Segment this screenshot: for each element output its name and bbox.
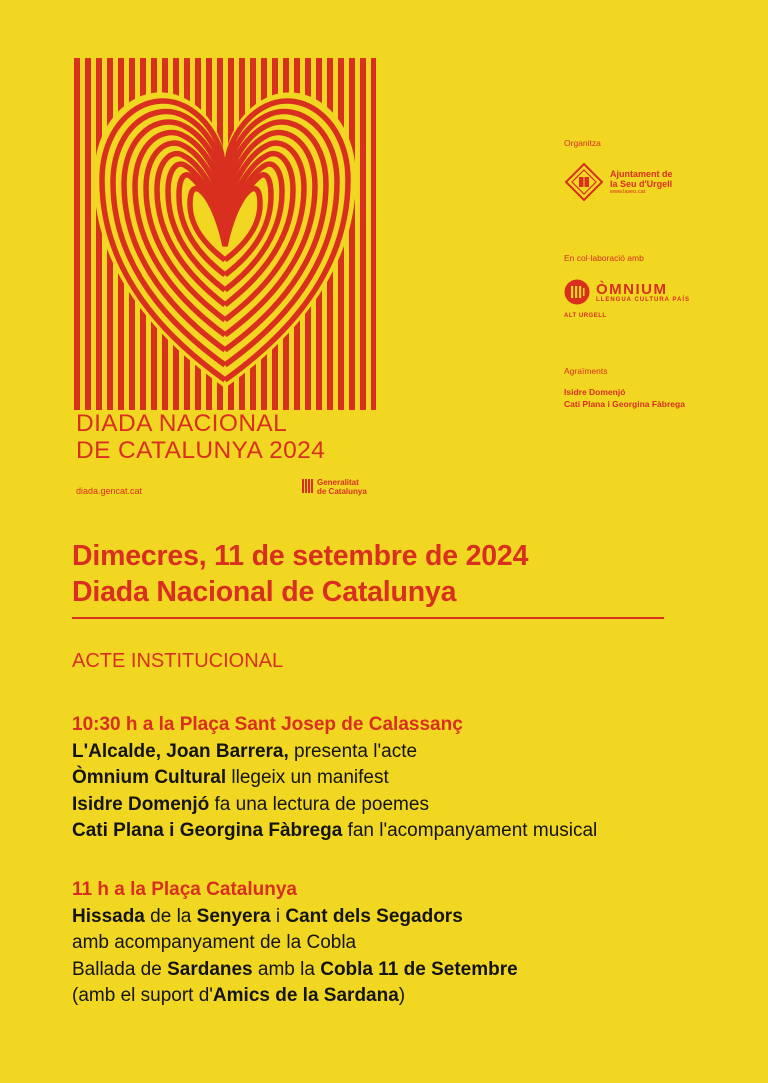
block2-line3-d: Cobla 11 de Setembre: [320, 958, 518, 980]
thanks-line2: Cati Plana i Georgina Fàbrega: [564, 399, 685, 409]
striped-heart-icon: [74, 58, 376, 410]
organitza-section: [564, 138, 673, 202]
generalitat-logo: [302, 478, 367, 496]
poster-artwork: [74, 58, 376, 502]
omnium-name: ÒMNIUM: [596, 280, 668, 298]
thanks-label: Agraïments: [564, 366, 608, 376]
organizer-url: www.laseu.cat: [610, 189, 646, 195]
block2-line3-c: amb la: [252, 958, 321, 980]
block2-line1-e: Cant dels Segadors: [285, 905, 463, 927]
section-title: ACTE INSTITUCIONAL: [72, 650, 284, 672]
poster-title-line1: DIADA NACIONAL: [76, 410, 325, 437]
omnium-logo: [564, 279, 690, 305]
block2-line1-d: i: [270, 905, 286, 927]
block2-line3-a: Ballada de: [72, 958, 168, 980]
poster-url: diada.gencat.cat: [76, 486, 143, 496]
block2-line3: [72, 957, 518, 984]
generalitat-logo-line1: Generalitat: [317, 478, 359, 487]
block1-heading: 10:30 h a la Plaça Sant Josep de Calassanç: [72, 714, 463, 735]
block1-line4: [72, 818, 597, 845]
block2-line2: amb acompanyament de la Cobla: [72, 932, 357, 953]
block1-line4-bold: Cati Plana i Georgina Fàbrega: [72, 820, 343, 841]
block2-line1-a: Hissada: [72, 905, 145, 927]
thanks-section: [564, 366, 685, 410]
block1-line1-rest: presenta l'acte: [288, 740, 418, 762]
block2-line4-c: ): [398, 985, 406, 1006]
omnium-sub: LLENGUA CULTURA PAÍS: [596, 296, 690, 303]
schedule-block-1: [72, 712, 597, 845]
block1-line2: [72, 765, 597, 792]
date-line: Dimecres, 11 de setembre de 2024: [72, 540, 529, 572]
block2-line1-b: de la: [144, 905, 197, 927]
organitza-label: Organitza: [564, 138, 601, 148]
headline: [72, 538, 528, 610]
omnium-circle-icon: [564, 279, 590, 305]
block1-line3: [72, 792, 597, 819]
block2-line4-a: (amb el suport d': [72, 985, 213, 1006]
block1-line1: [72, 739, 597, 766]
event-line: Diada Nacional de Catalunya: [72, 576, 457, 608]
city-crest-icon: [564, 162, 604, 202]
poster-title-line2: DE CATALUNYA 2024: [76, 437, 326, 464]
block2-line1-c: Senyera: [196, 905, 271, 927]
block1-line3-bold: Isidre Domenjó: [72, 793, 210, 815]
block2-line1: [72, 904, 518, 931]
collab-label: En col·laboració amb: [564, 253, 644, 263]
block2-line4-b: Amics de la Sardana: [212, 985, 399, 1006]
thanks-line1: Isidre Domenjó: [564, 387, 626, 397]
omnium-region: ALT URGELL: [564, 313, 607, 319]
collaboration-section: [564, 253, 690, 319]
organizer-line2: la Seu d'Urgell: [610, 179, 673, 189]
block2-line4: [72, 983, 518, 1010]
organizer-line1: Ajuntament de: [610, 169, 673, 179]
divider: [72, 617, 664, 619]
poster-title: [76, 410, 329, 464]
block1-line1-bold: L'Alcalde, Joan Barrera,: [72, 740, 289, 762]
block1-line2-bold: Òmnium Cultural: [72, 767, 227, 788]
block2-line3-b: Sardanes: [167, 958, 253, 980]
schedule-block-2: [72, 877, 518, 1010]
organizer-logo: [564, 162, 673, 202]
block1-line2-rest: llegeix un manifest: [226, 767, 389, 788]
senyera-bars-icon: [302, 479, 313, 493]
block1-line3-rest: fa una lectura de poemes: [209, 793, 429, 815]
block1-line4-rest: fan l'acompanyament musical: [342, 820, 598, 841]
generalitat-logo-line2: de Catalunya: [317, 487, 367, 496]
block2-heading: 11 h a la Plaça Catalunya: [72, 879, 297, 900]
